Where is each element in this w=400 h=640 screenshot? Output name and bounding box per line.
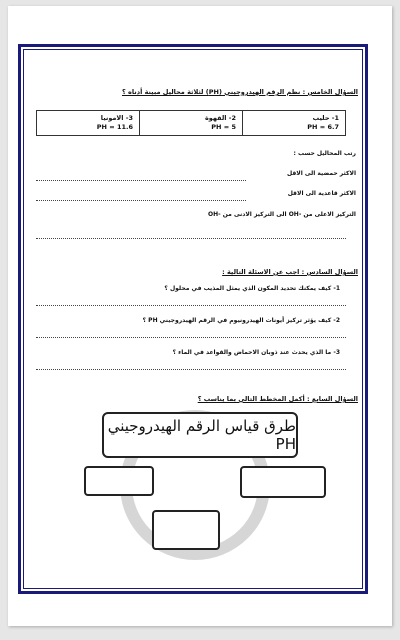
ph-item-milk: 1- حليب PH = 6.7 bbox=[243, 111, 346, 136]
q6-question-3: 3- ما الذي يحدث عند ذوبان الاحماض والقواعد في الماء ؟ bbox=[172, 349, 340, 356]
diagram-blank-box-left[interactable] bbox=[84, 466, 154, 496]
acid-answer-line[interactable] bbox=[36, 180, 246, 181]
q6-question-1: 1- كيف يمكنك تحديد المكون الذي يمثل المذيب في محلول ؟ bbox=[164, 285, 340, 292]
ph-table bbox=[36, 110, 346, 136]
diagram-blank-box-bottom[interactable] bbox=[152, 510, 220, 550]
q6-heading: السؤال السادس : اجب عن الاسئلة التالية : bbox=[222, 268, 358, 276]
oh-order-label: التركيز الاعلى من -OH الى التركيز الادنى من -OH bbox=[208, 211, 356, 218]
q5-heading: السؤال الخامس : نظم الرقم الهيدروجيني (PH) لثلاثة محاليل مبينة أدناه ؟ bbox=[122, 88, 358, 96]
diagram-title-box: طرق قياس الرقم الهيدروجيني PH bbox=[102, 412, 298, 458]
q6-question-2: 2- كيف يؤثر تركيز أيونات الهيدرونيوم في الرقم الهيدروجيني PH ؟ bbox=[142, 317, 340, 324]
q6-answer-line-3[interactable] bbox=[36, 369, 346, 370]
ph-item-ammonia: 3- الامونيا PH = 11.6 bbox=[37, 111, 140, 136]
oh-answer-line[interactable] bbox=[36, 238, 346, 239]
q7-heading: السؤال السابع : أكمل المخطط التالي بما يناسب ؟ bbox=[197, 395, 358, 403]
diagram-blank-box-right[interactable] bbox=[240, 466, 326, 498]
base-answer-line[interactable] bbox=[36, 200, 246, 201]
ph-item-coffee: 2- القهوة PH = 5 bbox=[140, 111, 243, 136]
acid-order-label: الاكثر حمضية الى الاقل bbox=[287, 170, 356, 177]
q6-answer-line-1[interactable] bbox=[36, 305, 346, 306]
order-label: رتب المحاليل حسب : bbox=[293, 150, 356, 157]
q6-answer-line-2[interactable] bbox=[36, 337, 346, 338]
base-order-label: الاكثر قاعدية الى الاقل bbox=[287, 190, 356, 197]
